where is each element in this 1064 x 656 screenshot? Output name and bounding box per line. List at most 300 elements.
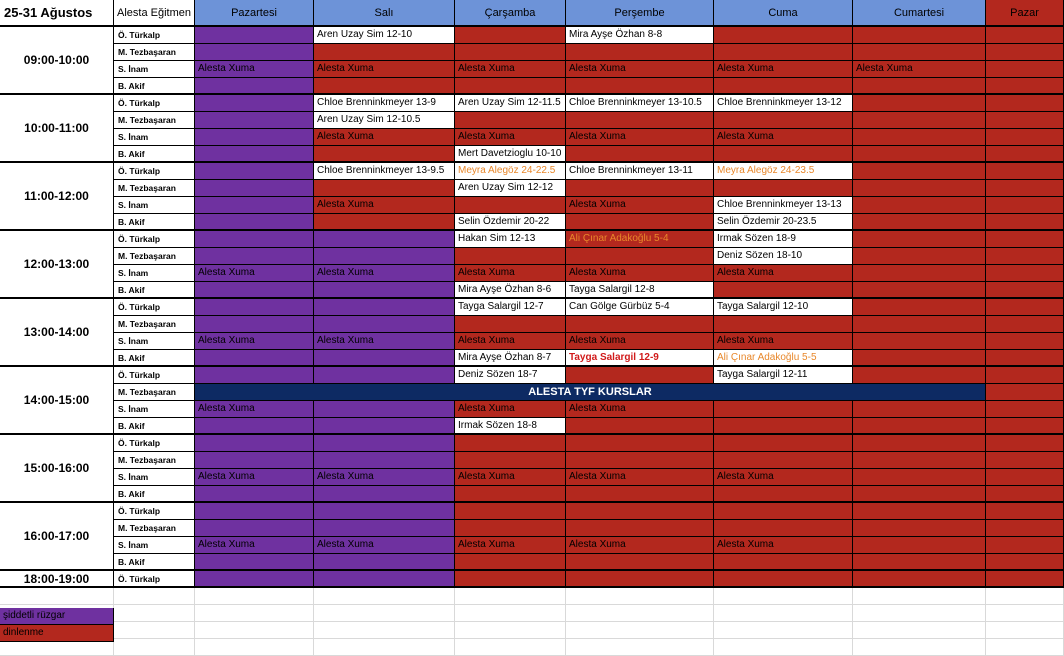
schedule-cell[interactable]: [314, 418, 455, 435]
schedule-cell[interactable]: [853, 520, 986, 537]
day-header-1: Salı: [314, 0, 455, 27]
empty-cell[interactable]: [566, 588, 714, 605]
schedule-cell[interactable]: [853, 333, 986, 350]
schedule-cell[interactable]: [986, 401, 1064, 418]
schedule-cell[interactable]: [986, 61, 1064, 78]
schedule-cell[interactable]: [195, 486, 314, 503]
empty-cell[interactable]: [114, 639, 195, 656]
schedule-cell[interactable]: Alesta Xuma: [566, 265, 714, 282]
trainer-name: Ö. Türkalp: [114, 367, 195, 384]
schedule-cell[interactable]: [566, 248, 714, 265]
schedule-cell[interactable]: [455, 27, 566, 44]
empty-cell[interactable]: [455, 605, 566, 622]
empty-cell[interactable]: [455, 639, 566, 656]
schedule-cell[interactable]: [853, 146, 986, 163]
schedule-cell[interactable]: [853, 248, 986, 265]
schedule-cell[interactable]: Alesta Xuma: [455, 265, 566, 282]
schedule-cell[interactable]: [853, 469, 986, 486]
day-header-2: Çarşamba: [455, 0, 566, 27]
schedule-cell[interactable]: [986, 265, 1064, 282]
schedule-cell[interactable]: Meyra Alegöz 24-23.5: [714, 163, 853, 180]
schedule-cell[interactable]: [195, 367, 314, 384]
schedule-cell[interactable]: [566, 554, 714, 571]
schedule-cell[interactable]: Ali Çınar Adakoğlu 5-5: [714, 350, 853, 367]
schedule-cell[interactable]: [566, 214, 714, 231]
trainer-name: Ö. Türkalp: [114, 503, 195, 520]
schedule-cell[interactable]: [195, 214, 314, 231]
schedule-cell[interactable]: [195, 44, 314, 61]
schedule-cell[interactable]: [314, 299, 455, 316]
trainer-name: Ö. Türkalp: [114, 571, 195, 588]
empty-cell[interactable]: [714, 588, 853, 605]
schedule-cell[interactable]: Alesta Xuma: [566, 469, 714, 486]
day-header-3: Perşembe: [566, 0, 714, 27]
empty-cell[interactable]: [314, 588, 455, 605]
time-slot-label: 10:00-11:00: [0, 95, 114, 163]
schedule-cell[interactable]: Alesta Xuma: [314, 61, 455, 78]
schedule-cell[interactable]: [986, 333, 1064, 350]
schedule-cell[interactable]: [455, 44, 566, 61]
schedule-cell[interactable]: [566, 316, 714, 333]
schedule-cell[interactable]: [853, 163, 986, 180]
time-slot-label: 15:00-16:00: [0, 435, 114, 503]
schedule-cell[interactable]: [455, 435, 566, 452]
schedule-cell[interactable]: [853, 316, 986, 333]
legend-rest: dinlenme: [0, 625, 114, 642]
schedule-cell[interactable]: [195, 163, 314, 180]
schedule-cell[interactable]: [853, 401, 986, 418]
time-slot-label: 13:00-14:00: [0, 299, 114, 367]
schedule-cell[interactable]: [195, 435, 314, 452]
schedule-cell[interactable]: [314, 435, 455, 452]
schedule-cell[interactable]: [566, 367, 714, 384]
schedule-cell[interactable]: [714, 435, 853, 452]
legend-strong-wind: şiddetli rüzgar: [0, 608, 114, 625]
schedule-cell[interactable]: Alesta Xuma: [314, 197, 455, 214]
schedule-cell[interactable]: Alesta Xuma: [314, 129, 455, 146]
schedule-cell[interactable]: [714, 452, 853, 469]
trainer-name: M. Tezbaşaran: [114, 384, 195, 401]
schedule-cell[interactable]: Tayga Salargil 12-7: [455, 299, 566, 316]
schedule-cell[interactable]: [853, 44, 986, 61]
trainer-name: B. Akif: [114, 146, 195, 163]
schedule-cell[interactable]: [986, 95, 1064, 112]
schedule-cell[interactable]: Hakan Sim 12-13: [455, 231, 566, 248]
schedule-cell[interactable]: [986, 486, 1064, 503]
schedule-cell[interactable]: [986, 435, 1064, 452]
schedule-cell[interactable]: [986, 418, 1064, 435]
schedule-cell[interactable]: Deniz Sözen 18-7: [455, 367, 566, 384]
schedule-cell[interactable]: [853, 27, 986, 44]
schedule-cell[interactable]: Alesta Xuma: [195, 401, 314, 418]
trainer-name: M. Tezbaşaran: [114, 248, 195, 265]
empty-cell[interactable]: [114, 588, 195, 605]
schedule-cell[interactable]: [986, 180, 1064, 197]
schedule-cell[interactable]: Irmak Sözen 18-8: [455, 418, 566, 435]
empty-cell[interactable]: [566, 605, 714, 622]
trainer-name: B. Akif: [114, 350, 195, 367]
schedule-cell[interactable]: Alesta Xuma: [714, 537, 853, 554]
schedule-cell[interactable]: Meyra Alegöz 24-22.5: [455, 163, 566, 180]
schedule-cell[interactable]: Mira Ayşe Özhan 8-8: [566, 27, 714, 44]
schedule-cell[interactable]: [986, 231, 1064, 248]
schedule-cell[interactable]: [714, 146, 853, 163]
schedule-cell[interactable]: Alesta Xuma: [455, 469, 566, 486]
schedule-cell[interactable]: [195, 180, 314, 197]
schedule-cell[interactable]: Chloe Brenninkmeyer 13-10.5: [566, 95, 714, 112]
schedule-cell[interactable]: [986, 112, 1064, 129]
empty-cell[interactable]: [195, 605, 314, 622]
empty-cell[interactable]: [714, 622, 853, 639]
schedule-cell[interactable]: [986, 299, 1064, 316]
schedule-cell[interactable]: [986, 316, 1064, 333]
schedule-cell[interactable]: Chloe Brenninkmeyer 13-9: [314, 95, 455, 112]
schedule-cell[interactable]: Alesta Xuma: [566, 129, 714, 146]
schedule-cell[interactable]: Ali Çınar Adakoğlu 5-4: [566, 231, 714, 248]
schedule-cell[interactable]: [195, 520, 314, 537]
schedule-cell[interactable]: [566, 571, 714, 588]
schedule-cell[interactable]: [853, 554, 986, 571]
schedule-cell[interactable]: [986, 350, 1064, 367]
schedule-cell[interactable]: [986, 78, 1064, 95]
schedule-cell[interactable]: Alesta Xuma: [314, 265, 455, 282]
schedule-cell[interactable]: [986, 469, 1064, 486]
schedule-cell[interactable]: [455, 197, 566, 214]
schedule-cell[interactable]: [455, 316, 566, 333]
schedule-cell[interactable]: [853, 112, 986, 129]
schedule-cell[interactable]: [986, 537, 1064, 554]
schedule-cell[interactable]: [986, 452, 1064, 469]
schedule-cell[interactable]: [853, 282, 986, 299]
schedule-cell[interactable]: [986, 214, 1064, 231]
empty-cell[interactable]: [853, 588, 986, 605]
schedule-cell[interactable]: [455, 503, 566, 520]
schedule-cell[interactable]: [566, 435, 714, 452]
schedule-cell[interactable]: [986, 44, 1064, 61]
empty-cell[interactable]: [314, 605, 455, 622]
schedule-cell[interactable]: [853, 129, 986, 146]
time-slot-label: 11:00-12:00: [0, 163, 114, 231]
schedule-cell[interactable]: [714, 503, 853, 520]
schedule-cell[interactable]: [195, 146, 314, 163]
schedule-cell[interactable]: [853, 78, 986, 95]
empty-cell[interactable]: [0, 588, 114, 605]
schedule-cell[interactable]: [314, 367, 455, 384]
schedule-cell[interactable]: [853, 265, 986, 282]
schedule-cell[interactable]: Alesta Xuma: [195, 537, 314, 554]
schedule-cell[interactable]: Alesta Xuma: [455, 333, 566, 350]
schedule-cell[interactable]: [314, 503, 455, 520]
schedule-cell[interactable]: [853, 452, 986, 469]
schedule-cell[interactable]: [314, 214, 455, 231]
schedule-cell[interactable]: [195, 129, 314, 146]
schedule-cell[interactable]: [853, 418, 986, 435]
schedule-cell[interactable]: Alesta Xuma: [195, 469, 314, 486]
schedule-cell[interactable]: Irmak Sözen 18-9: [714, 231, 853, 248]
schedule-cell[interactable]: Alesta Xuma: [455, 537, 566, 554]
trainer-name: S. İnam: [114, 129, 195, 146]
empty-cell[interactable]: [986, 639, 1064, 656]
schedule-cell[interactable]: Alesta Xuma: [714, 129, 853, 146]
schedule-cell[interactable]: [455, 554, 566, 571]
empty-cell[interactable]: [853, 639, 986, 656]
schedule-cell[interactable]: [314, 146, 455, 163]
schedule-cell[interactable]: [195, 231, 314, 248]
schedule-cell[interactable]: [566, 418, 714, 435]
schedule-cell[interactable]: [853, 95, 986, 112]
schedule-cell[interactable]: Aren Uzay Sim 12-12: [455, 180, 566, 197]
schedule-cell[interactable]: [853, 231, 986, 248]
empty-cell[interactable]: [195, 622, 314, 639]
trainer-name: M. Tezbaşaran: [114, 520, 195, 537]
empty-cell[interactable]: [566, 639, 714, 656]
schedule-cell[interactable]: Aren Uzay Sim 12-11.5: [455, 95, 566, 112]
empty-cell[interactable]: [853, 605, 986, 622]
empty-cell[interactable]: [986, 588, 1064, 605]
trainer-name: B. Akif: [114, 78, 195, 95]
schedule-cell[interactable]: [566, 180, 714, 197]
empty-cell[interactable]: [853, 622, 986, 639]
schedule-cell[interactable]: [714, 112, 853, 129]
trainer-name: Ö. Türkalp: [114, 435, 195, 452]
schedule-cell[interactable]: [853, 350, 986, 367]
schedule-cell[interactable]: Alesta Xuma: [314, 537, 455, 554]
schedule-cell[interactable]: Chloe Brenninkmeyer 13-12: [714, 95, 853, 112]
schedule-cell[interactable]: [714, 316, 853, 333]
schedule-cell[interactable]: [986, 282, 1064, 299]
trainer-name: M. Tezbaşaran: [114, 180, 195, 197]
schedule-cell[interactable]: [714, 486, 853, 503]
schedule-cell[interactable]: [714, 44, 853, 61]
schedule-cell[interactable]: [714, 282, 853, 299]
schedule-cell[interactable]: Alesta Xuma: [566, 401, 714, 418]
trainer-name: S. İnam: [114, 537, 195, 554]
time-slot-label: 16:00-17:00: [0, 503, 114, 571]
schedule-cell[interactable]: Alesta Xuma: [566, 333, 714, 350]
schedule-cell[interactable]: [314, 486, 455, 503]
schedule-cell[interactable]: [314, 554, 455, 571]
schedule-cell[interactable]: [455, 452, 566, 469]
banner-cell: ALESTA TYF KURSLAR: [195, 384, 986, 401]
empty-cell[interactable]: [195, 588, 314, 605]
schedule-cell[interactable]: [455, 520, 566, 537]
schedule-cell[interactable]: Alesta Xuma: [455, 61, 566, 78]
trainer-name: B. Akif: [114, 486, 195, 503]
schedule-cell[interactable]: [195, 27, 314, 44]
schedule-cell[interactable]: [566, 112, 714, 129]
schedule-cell[interactable]: [314, 350, 455, 367]
schedule-cell[interactable]: [566, 44, 714, 61]
schedule-cell[interactable]: [853, 537, 986, 554]
schedule-cell[interactable]: [986, 248, 1064, 265]
time-slot-label: 18:00-19:00: [0, 571, 114, 588]
schedule-cell[interactable]: Alesta Xuma: [314, 469, 455, 486]
schedule-cell[interactable]: [566, 520, 714, 537]
empty-cell[interactable]: [455, 588, 566, 605]
schedule-cell[interactable]: Tayga Salargil 12-9: [566, 350, 714, 367]
schedule-cell[interactable]: [714, 571, 853, 588]
empty-cell[interactable]: [714, 605, 853, 622]
schedule-cell[interactable]: Mira Ayşe Özhan 8-6: [455, 282, 566, 299]
schedule-cell[interactable]: [314, 282, 455, 299]
schedule-cell[interactable]: [314, 180, 455, 197]
empty-cell[interactable]: [714, 639, 853, 656]
empty-cell[interactable]: [314, 622, 455, 639]
schedule-cell[interactable]: [714, 180, 853, 197]
trainer-column-header: Alesta Eğitmen: [114, 0, 195, 27]
schedule-cell[interactable]: Alesta Xuma: [566, 61, 714, 78]
schedule-cell[interactable]: [195, 112, 314, 129]
day-header-0: Pazartesi: [195, 0, 314, 27]
schedule-cell[interactable]: Deniz Sözen 18-10: [714, 248, 853, 265]
schedule-cell[interactable]: [195, 282, 314, 299]
schedule-cell[interactable]: Mira Ayşe Özhan 8-7: [455, 350, 566, 367]
schedule-cell[interactable]: [714, 418, 853, 435]
schedule-cell[interactable]: [314, 316, 455, 333]
day-header-6: Pazar: [986, 0, 1064, 27]
schedule-cell[interactable]: Alesta Xuma: [714, 469, 853, 486]
schedule-cell[interactable]: Mert Davetzioglu 10-10: [455, 146, 566, 163]
schedule-cell[interactable]: Selin Özdemir 20-22: [455, 214, 566, 231]
schedule-cell[interactable]: [314, 78, 455, 95]
schedule-cell[interactable]: [195, 95, 314, 112]
empty-cell[interactable]: [114, 605, 195, 622]
trainer-name: B. Akif: [114, 554, 195, 571]
schedule-cell[interactable]: [986, 27, 1064, 44]
schedule-cell[interactable]: Alesta Xuma: [714, 333, 853, 350]
schedule-cell[interactable]: Tayga Salargil 12-8: [566, 282, 714, 299]
schedule-cell[interactable]: Selin Özdemir 20-23.5: [714, 214, 853, 231]
schedule-cell[interactable]: [195, 452, 314, 469]
schedule-cell[interactable]: Can Gölge Gürbüz 5-4: [566, 299, 714, 316]
schedule-cell[interactable]: Tayga Salargil 12-10: [714, 299, 853, 316]
schedule-cell[interactable]: Alesta Xuma: [195, 333, 314, 350]
schedule-cell[interactable]: [714, 78, 853, 95]
schedule-cell[interactable]: [986, 554, 1064, 571]
schedule-cell[interactable]: [986, 163, 1064, 180]
schedule-cell[interactable]: Aren Uzay Sim 12-10: [314, 27, 455, 44]
schedule-cell[interactable]: [195, 418, 314, 435]
trainer-name: M. Tezbaşaran: [114, 452, 195, 469]
schedule-cell[interactable]: Alesta Xuma: [566, 197, 714, 214]
trainer-name: B. Akif: [114, 418, 195, 435]
schedule-cell[interactable]: Alesta Xuma: [195, 265, 314, 282]
empty-cell[interactable]: [314, 639, 455, 656]
schedule-cell[interactable]: [986, 503, 1064, 520]
schedule-cell[interactable]: [314, 452, 455, 469]
schedule-cell[interactable]: [314, 44, 455, 61]
schedule-cell[interactable]: [853, 197, 986, 214]
schedule-cell[interactable]: [986, 197, 1064, 214]
schedule-cell[interactable]: Chloe Brenninkmeyer 13-9.5: [314, 163, 455, 180]
trainer-name: Ö. Türkalp: [114, 95, 195, 112]
schedule-cell[interactable]: [455, 248, 566, 265]
trainer-name: Ö. Türkalp: [114, 27, 195, 44]
empty-cell[interactable]: [195, 639, 314, 656]
trainer-name: M. Tezbaşaran: [114, 316, 195, 333]
schedule-cell[interactable]: [314, 571, 455, 588]
schedule-cell[interactable]: [195, 503, 314, 520]
schedule-cell[interactable]: [195, 316, 314, 333]
schedule-cell[interactable]: Tayga Salargil 12-11: [714, 367, 853, 384]
schedule-cell[interactable]: [853, 435, 986, 452]
schedule-cell[interactable]: [714, 520, 853, 537]
schedule-cell[interactable]: [853, 486, 986, 503]
trainer-name: S. İnam: [114, 197, 195, 214]
schedule-cell[interactable]: [714, 554, 853, 571]
schedule-cell[interactable]: [986, 146, 1064, 163]
schedule-cell[interactable]: [853, 503, 986, 520]
schedule-cell[interactable]: [314, 520, 455, 537]
schedule-cell[interactable]: [195, 571, 314, 588]
trainer-name: S. İnam: [114, 469, 195, 486]
schedule-cell[interactable]: Alesta Xuma: [455, 401, 566, 418]
schedule-cell[interactable]: [853, 571, 986, 588]
schedule-cell[interactable]: [986, 367, 1064, 384]
schedule-cell[interactable]: [314, 231, 455, 248]
schedule-cell[interactable]: [195, 78, 314, 95]
schedule-cell[interactable]: [195, 350, 314, 367]
schedule-cell[interactable]: Chloe Brenninkmeyer 13-11: [566, 163, 714, 180]
schedule-cell[interactable]: [853, 367, 986, 384]
schedule-cell[interactable]: Aren Uzay Sim 12-10.5: [314, 112, 455, 129]
schedule-cell[interactable]: [314, 248, 455, 265]
trainer-name: S. İnam: [114, 333, 195, 350]
schedule-cell[interactable]: [455, 112, 566, 129]
schedule-cell[interactable]: [714, 27, 853, 44]
schedule-cell[interactable]: [455, 486, 566, 503]
schedule-cell[interactable]: Alesta Xuma: [314, 333, 455, 350]
trainer-name: B. Akif: [114, 282, 195, 299]
schedule-cell[interactable]: Alesta Xuma: [195, 61, 314, 78]
day-header-4: Cuma: [714, 0, 853, 27]
schedule-cell[interactable]: [853, 214, 986, 231]
schedule-cell[interactable]: Alesta Xuma: [566, 537, 714, 554]
schedule-cell[interactable]: Alesta Xuma: [455, 129, 566, 146]
schedule-cell[interactable]: [566, 146, 714, 163]
schedule-cell[interactable]: [195, 299, 314, 316]
empty-cell[interactable]: [986, 605, 1064, 622]
schedule-cell[interactable]: [986, 571, 1064, 588]
schedule-cell[interactable]: [986, 384, 1064, 401]
empty-cell[interactable]: [566, 622, 714, 639]
schedule-cell[interactable]: [195, 554, 314, 571]
schedule-cell[interactable]: [566, 503, 714, 520]
trainer-name: M. Tezbaşaran: [114, 44, 195, 61]
schedule-cell[interactable]: [566, 486, 714, 503]
schedule-cell[interactable]: [853, 180, 986, 197]
schedule-cell[interactable]: Alesta Xuma: [714, 265, 853, 282]
schedule-cell[interactable]: [566, 78, 714, 95]
schedule-cell[interactable]: [314, 401, 455, 418]
empty-cell[interactable]: [455, 622, 566, 639]
schedule-cell[interactable]: Chloe Brenninkmeyer 13-13: [714, 197, 853, 214]
schedule-cell[interactable]: [853, 299, 986, 316]
schedule-cell[interactable]: [195, 248, 314, 265]
empty-cell[interactable]: [114, 622, 195, 639]
schedule-cell[interactable]: Alesta Xuma: [853, 61, 986, 78]
schedule-cell[interactable]: [986, 129, 1064, 146]
schedule-cell[interactable]: [195, 197, 314, 214]
empty-cell[interactable]: [986, 622, 1064, 639]
schedule-cell[interactable]: [455, 571, 566, 588]
schedule-cell[interactable]: [455, 78, 566, 95]
schedule-cell[interactable]: [714, 401, 853, 418]
schedule-cell[interactable]: [566, 452, 714, 469]
schedule-cell[interactable]: [986, 520, 1064, 537]
trainer-name: M. Tezbaşaran: [114, 112, 195, 129]
schedule-cell[interactable]: Alesta Xuma: [714, 61, 853, 78]
